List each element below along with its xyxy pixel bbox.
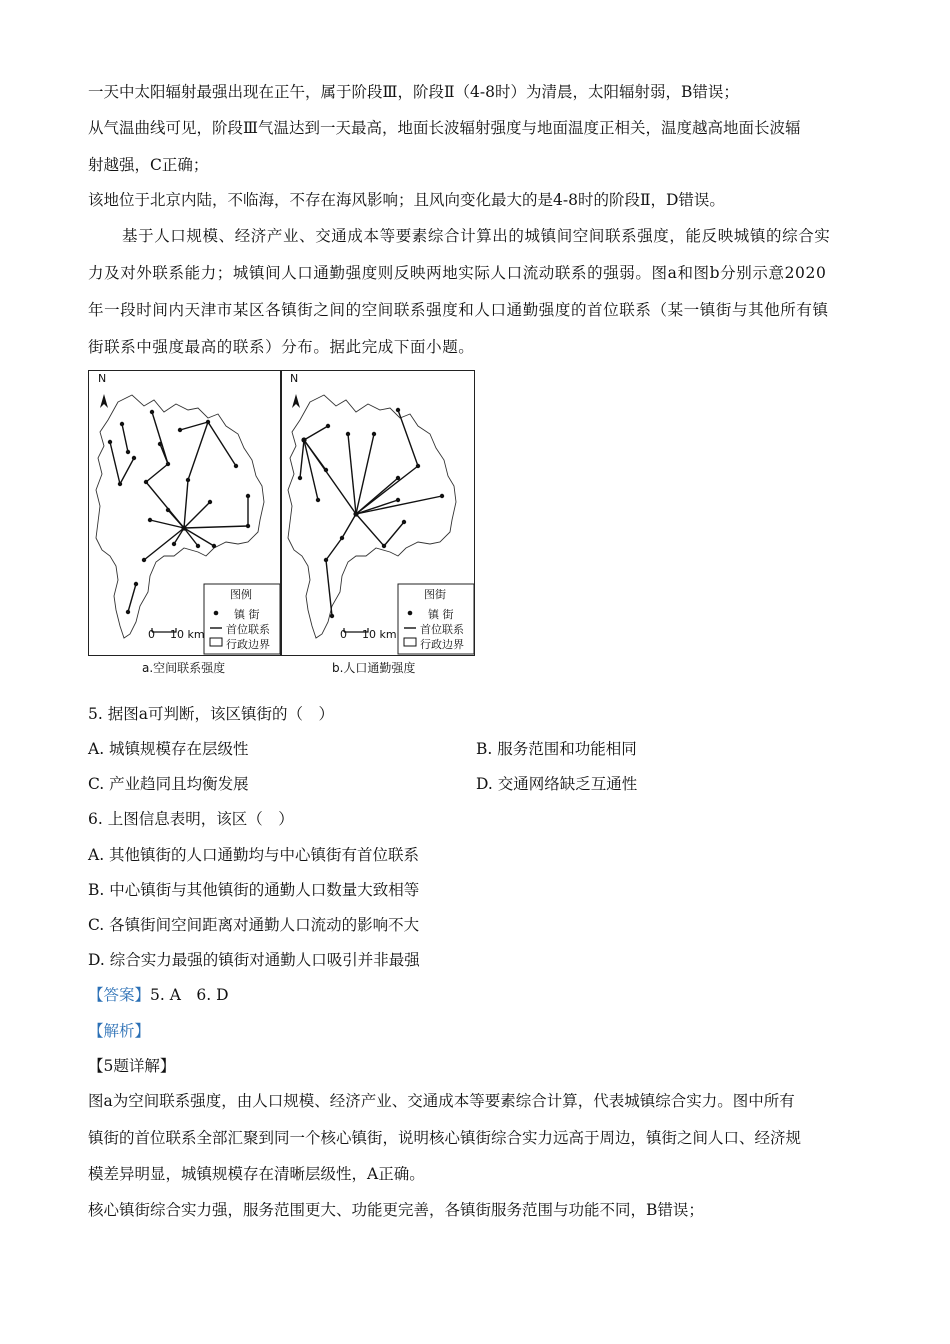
map-figure-svg — [88, 370, 476, 660]
detail-label: 【5题详解】 — [88, 1057, 176, 1075]
answer-text: 5. A 6. D — [150, 986, 229, 1004]
material-line-3: 年一段时间内天津市某区各镇街之间的空间联系强度和人口通勤强度的首位联系（某一镇街与其他所有镇 — [88, 301, 829, 319]
q6-option-a: A. 其他镇街的人口通勤均与中心镇街有首位联系 — [88, 846, 420, 864]
detail-line-4: 核心镇街综合实力强，服务范围更大、功能更完善，各镇街服务范围与功能不同，B错误； — [88, 1201, 704, 1219]
map-a-legend-title: 图例 — [230, 588, 252, 601]
q5-option-c: C. 产业趋同且均衡发展 — [88, 775, 249, 793]
detail-line-2: 镇街的首位联系全部汇聚到同一个核心镇街，说明核心镇街综合实力远高于周边，镇街之间人口、经济规 — [88, 1129, 802, 1147]
legend-dot-icon — [408, 611, 413, 616]
north-label: N — [98, 372, 107, 385]
q5-option-b: B. 服务范围和功能相同 — [476, 740, 637, 758]
map-b-legend-item-2: 首位联系 — [420, 623, 464, 636]
detail-line-3: 模差异明显，城镇规模存在清晰层级性，A正确。 — [88, 1165, 425, 1183]
intro-line-1: 一天中太阳辐射最强出现在正午，属于阶段Ⅲ，阶段Ⅱ（4-8时）为清晨，太阳辐射弱，B错误； — [88, 83, 739, 101]
analysis-label: 【解析】 — [88, 1022, 151, 1040]
intro-line-2: 从气温曲线可见，阶段Ⅲ气温达到一天最高，地面长波辐射强度与地面温度正相关，温度越高地面长波辐 — [88, 119, 801, 137]
intro-line-3: 射越强，C正确； — [88, 156, 209, 174]
map-a-legend-item-1: 镇 街 — [234, 608, 260, 621]
q5-option-d: D. 交通网络缺乏互通性 — [476, 775, 638, 793]
map-figure — [88, 370, 476, 674]
north-arrow-icon — [100, 394, 108, 408]
q6-stem: 6. 上图信息表明，该区（ ） — [88, 810, 294, 828]
legend-dot-icon — [214, 611, 219, 616]
intro-line-4: 该地位于北京内陆，不临海，不存在海风影响；且风向变化最大的是4-8时的阶段Ⅱ，D错误。 — [88, 191, 725, 209]
map-a-legend-item-3: 行政边界 — [226, 638, 270, 651]
material-line-2: 力及对外联系能力；城镇间人口通勤强度则反映两地实际人口流动联系的强弱。图a和图b分别示意2020 — [88, 264, 827, 282]
map-a-legend-item-2: 首位联系 — [226, 623, 270, 636]
q6-option-c: C. 各镇街间空间距离对通勤人口流动的影响不大 — [88, 916, 420, 934]
map-a-links — [110, 412, 248, 612]
material-line-1: 基于人口规模、经济产业、交通成本等要素综合计算出的城镇间空间联系强度，能反映城镇的综合实 — [122, 227, 831, 245]
map-b-scale-label: 10 km — [362, 628, 397, 641]
answer-label: 【答案】 — [88, 986, 151, 1004]
q6-option-b: B. 中心镇街与其他镇街的通勤人口数量大致相等 — [88, 881, 420, 899]
map-b-caption: b.人口通勤强度 — [332, 661, 416, 675]
q6-option-d: D. 综合实力最强的镇街对通勤人口吸引并非最强 — [88, 951, 420, 969]
detail-line-1: 图a为空间联系强度，由人口规模、经济产业、交通成本等要素综合计算，代表城镇综合实力。图中所有 — [88, 1092, 795, 1110]
material-line-4: 街联系中强度最高的联系）分布。据此完成下面小题。 — [88, 338, 475, 356]
answer-line — [88, 985, 868, 1005]
q5-option-a: A. 城镇规模存在层级性 — [88, 740, 249, 758]
north-label: N — [290, 372, 299, 385]
north-arrow-icon — [292, 394, 300, 408]
map-b-scale-zero: 0 — [340, 628, 347, 641]
map-b-legend-item-1: 镇 街 — [428, 608, 454, 621]
map-b-legend-title: 图街 — [424, 588, 446, 601]
map-a-scale-zero: 0 — [148, 628, 155, 641]
map-a-scale-label: 10 km — [170, 628, 205, 641]
map-a-caption: a.空间联系强度 — [142, 661, 226, 675]
q5-stem: 5. 据图a可判断，该区镇街的（ ） — [88, 705, 334, 723]
map-b-legend-item-3: 行政边界 — [420, 638, 464, 651]
